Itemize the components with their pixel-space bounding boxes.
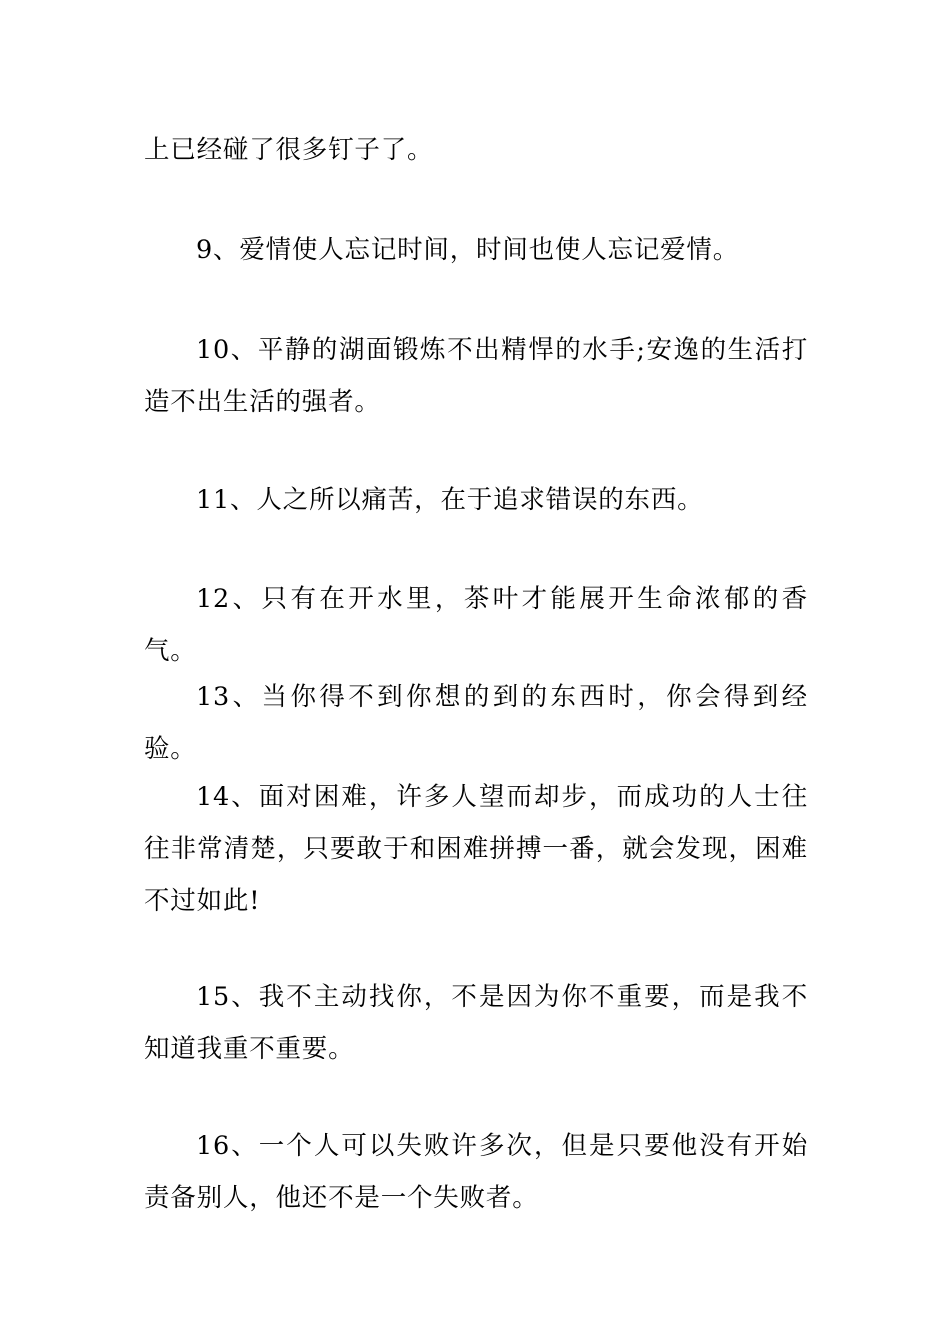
quote-item-16: 16、一个人可以失败许多次，但是只要他没有开始责备别人，他还不是一个失败者。 (144, 1131, 808, 1213)
quote-item-14: 14、面对困难，许多人望而却步，而成功的人士往往非常清楚，只要敢于和困难拼搏一番，就会发现，困难不过如此! (144, 782, 808, 916)
quote-item-11: 11、人之所以痛苦，在于追求错误的东西。 (196, 485, 704, 515)
quote-item-15: 15、我不主动找你，不是因为你不重要，而是我不知道我重不重要。 (144, 982, 808, 1064)
quote-item-13: 13、当你得不到你想的到的东西时，你会得到经验。 (144, 682, 808, 764)
quote-item-12: 12、只有在开水里，茶叶才能展开生命浓郁的香气。 (144, 584, 808, 666)
paragraph-continuation: 上已经碰了很多钉子了。 (144, 135, 434, 165)
quote-item-9: 9、爱情使人忘记时间，时间也使人忘记爱情。 (196, 235, 740, 265)
quote-item-10: 10、平静的湖面锻炼不出精悍的水手;安逸的生活打造不出生活的强者。 (144, 335, 808, 417)
